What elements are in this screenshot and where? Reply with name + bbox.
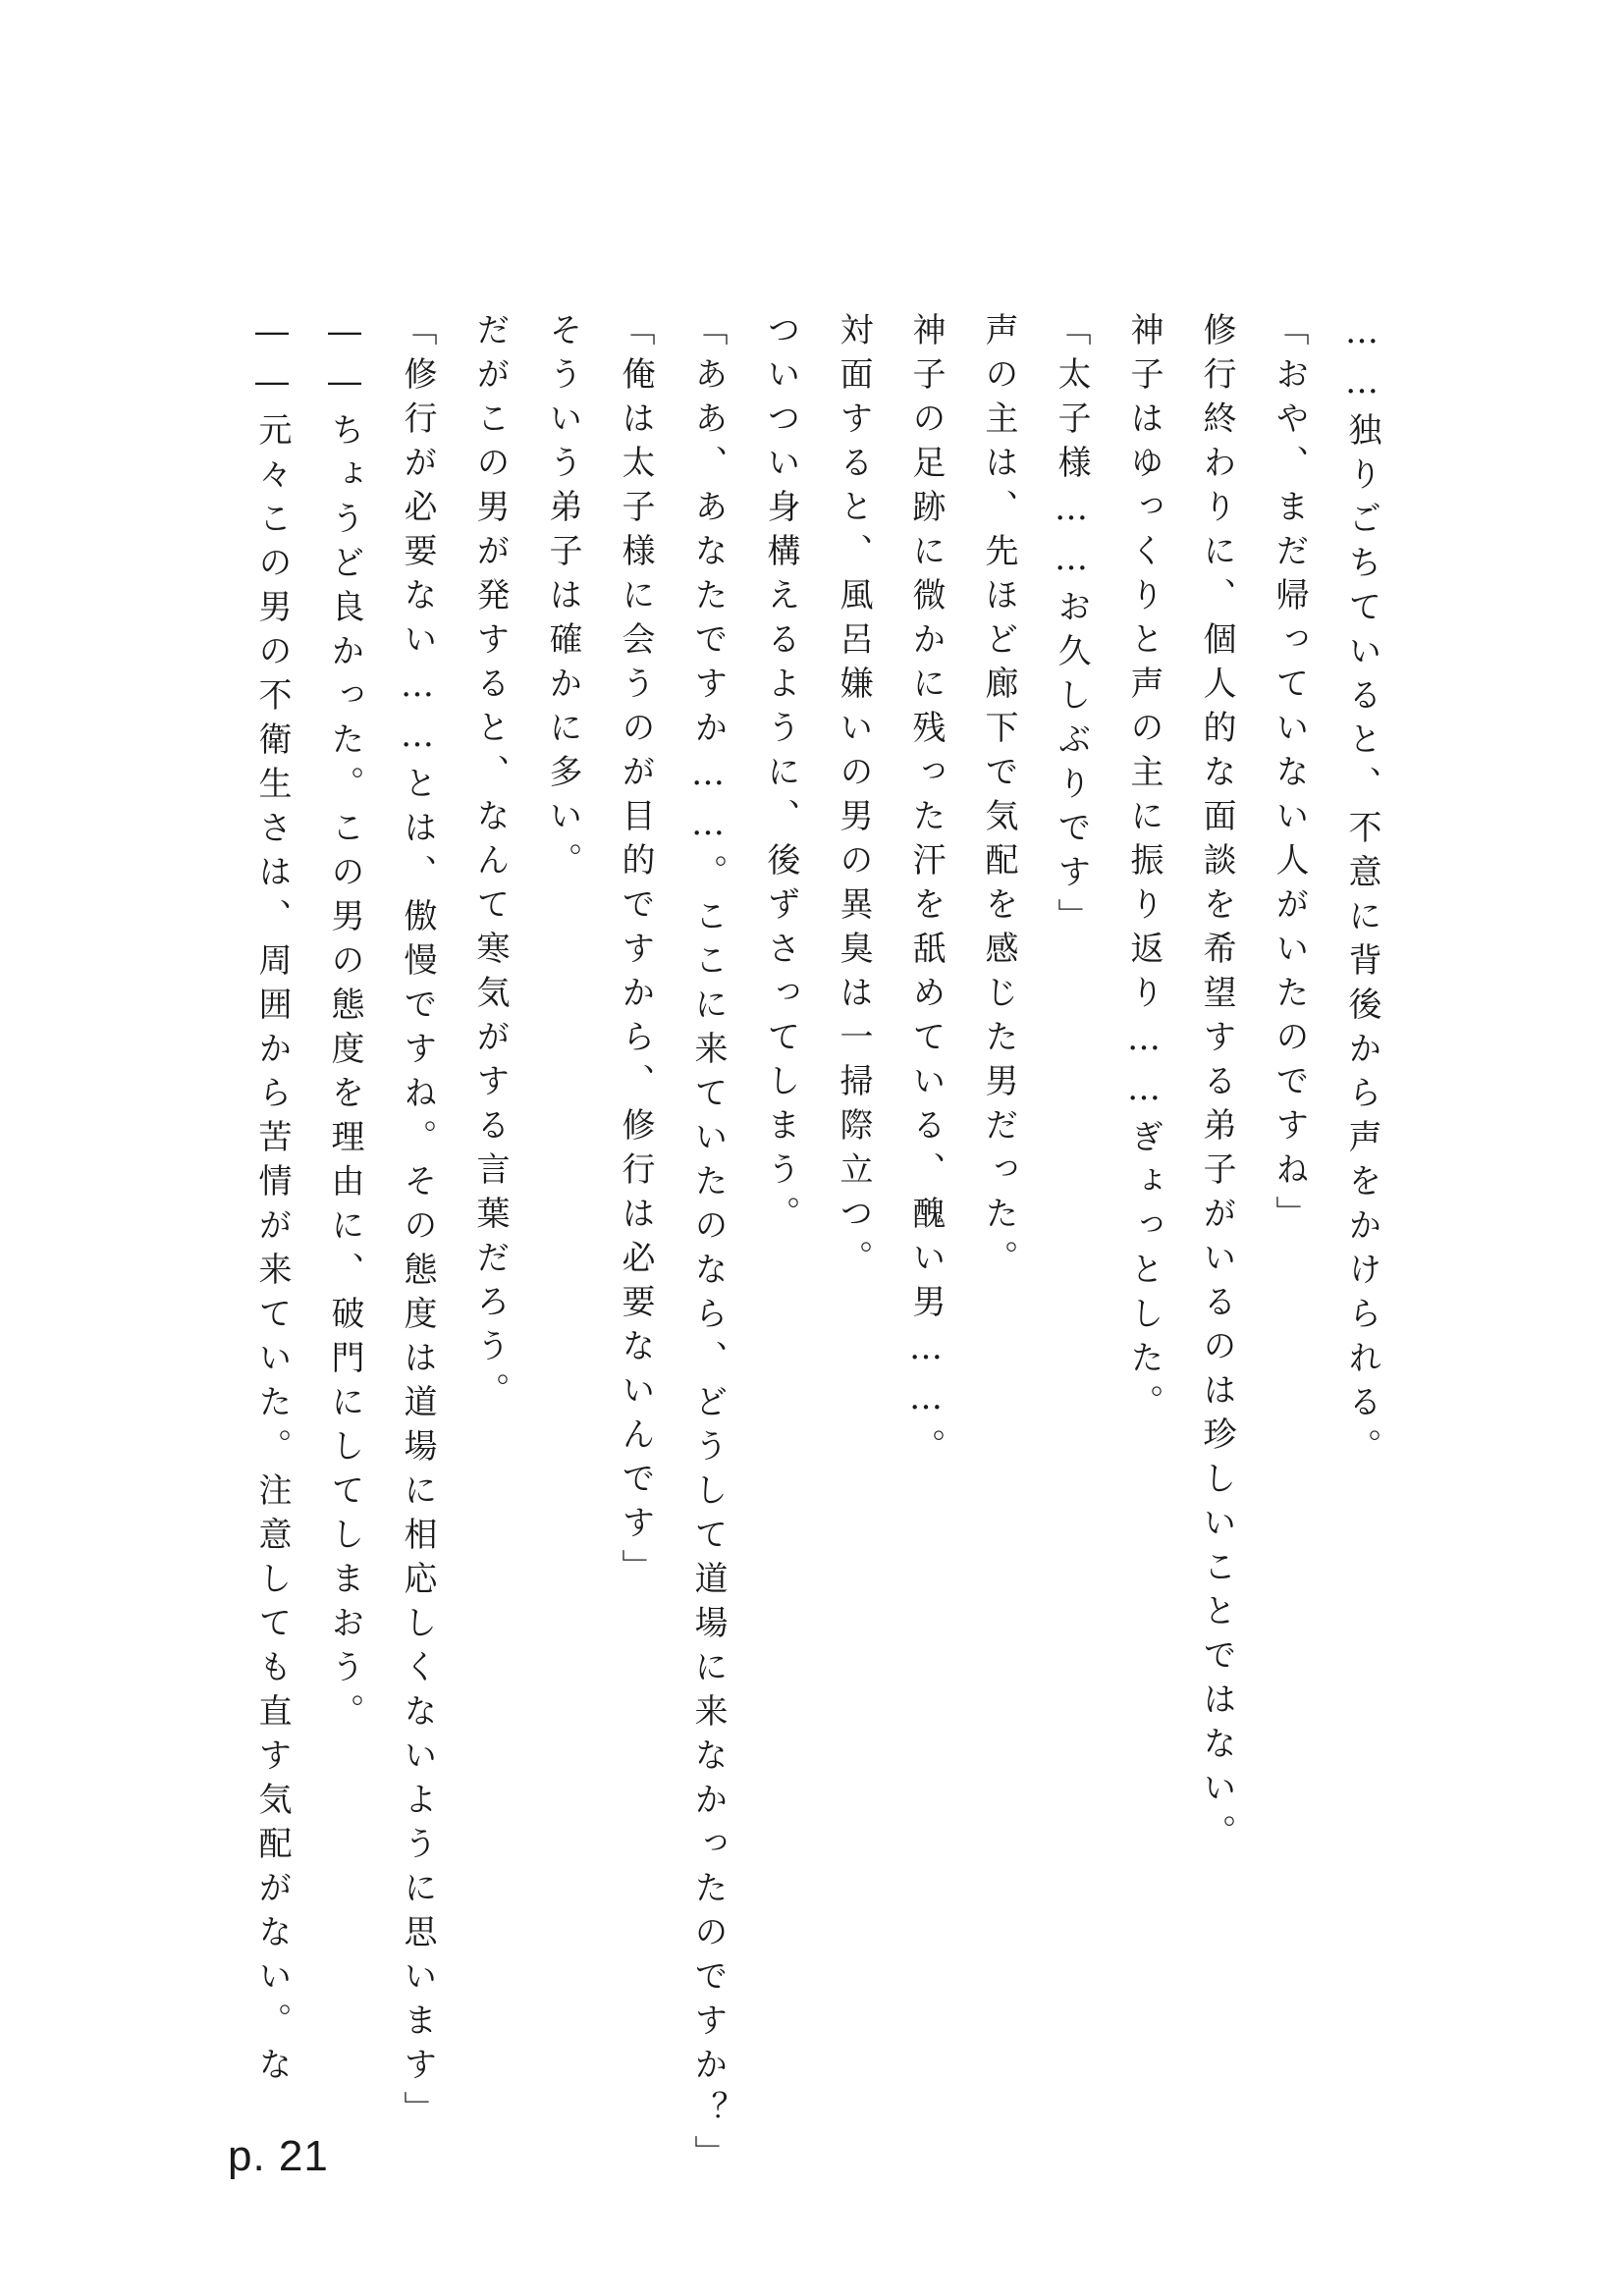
text-line: ――元々この男の不衛生さは、周囲から苦情が来ていた。注意しても直す気配がない。な: [252, 312, 292, 2091]
text-line: そういう弟子は確かに多い。: [543, 312, 582, 886]
text-line: 神子の足跡に微かに残った汗を舐めている、醜い男……。: [906, 312, 946, 1472]
page-number: p. 21: [228, 2132, 329, 2180]
text-line: 神子はゆっくりと声の主に振り返り……ぎょっとした。: [1124, 312, 1164, 1428]
text-line: ――ちょうど良かった。この男の態度を理由に、破門にしてしまおう。: [325, 312, 364, 1737]
text-line: 「俺は太子様に会うのが目的ですから、修行は必要ないんです」: [616, 312, 655, 1593]
text-line: だがこの男が発すると、なんて寒気がする言葉だろう。: [470, 312, 510, 1416]
text-line: 「太子様……お久しぶりです」: [1052, 312, 1091, 942]
text-line: 対面すると、風呂嫌いの男の異臭は一掃際立つ。: [834, 312, 873, 1284]
text-line: ……独りごちていると、不意に背後から声をかけられる。: [1342, 312, 1381, 1472]
text-line: 声の主は、先ほど廊下で気配を感じた男だった。: [979, 312, 1018, 1284]
text-line: 修行終わりに、個人的な面談を希望する弟子がいるのは珍しいことではない。: [1197, 312, 1236, 1858]
text-line: 「おや、まだ帰っていない人がいたのですね」: [1270, 312, 1309, 1240]
text-line: ついつい身構えるように、後ずさってしまう。: [761, 312, 800, 1240]
text-line: 「修行が必要ない……とは、傲慢ですね。その態度は道場に相応しくないように思います」: [398, 312, 437, 2135]
text-line: 「ああ、あなたですか……。ここに来ていたのなら、どうして道場に来なかったのですか？」: [688, 312, 728, 2179]
